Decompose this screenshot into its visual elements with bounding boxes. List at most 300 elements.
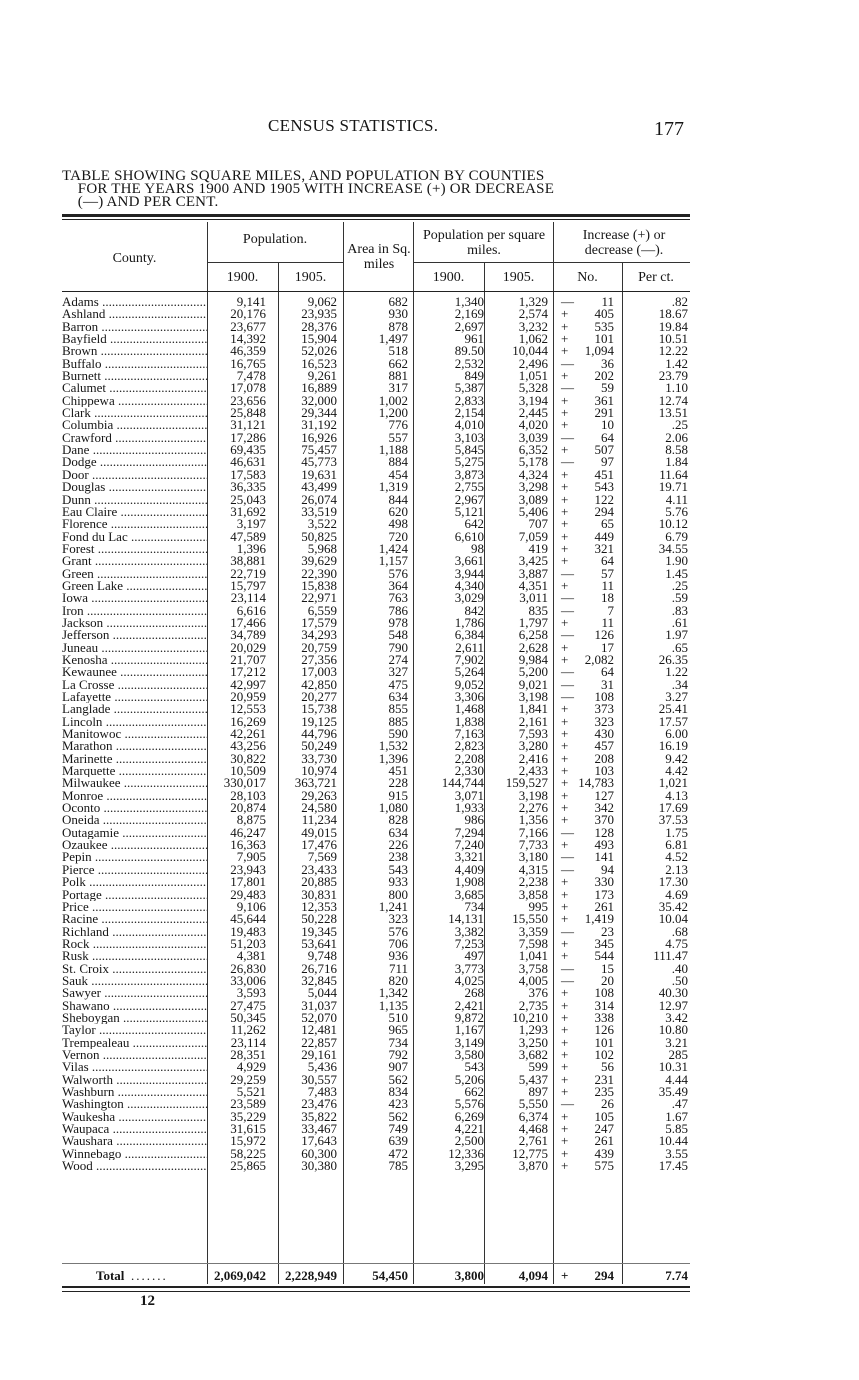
cell-d1905: 3,089: [518, 491, 548, 507]
cell-sign: +: [561, 417, 569, 433]
cell-p1905: 5,436: [307, 1059, 337, 1075]
cell-d1900: 5,121: [454, 503, 484, 519]
cell-d1905: 6,352: [518, 442, 548, 458]
cell-sign: +: [561, 1059, 569, 1075]
cell-sign: +: [561, 516, 569, 532]
cell-p1900: 20,874: [230, 800, 266, 816]
table-row: [0, 765, 859, 777]
cell-d1905: 2,238: [518, 874, 548, 890]
cell-p1900: 12,553: [230, 701, 266, 717]
cell-sign: +: [561, 614, 569, 630]
cell-no: 56: [601, 1059, 614, 1075]
cell-pct: .68: [671, 923, 688, 939]
cell-county: Columbia .....: [62, 419, 207, 431]
cell-d1905: 7,733: [518, 837, 548, 853]
cell-d1900: 3,773: [454, 960, 484, 976]
cell-d1905: 4,020: [518, 417, 548, 433]
cell-pct: 2.13: [665, 861, 688, 877]
table-row: [0, 676, 859, 692]
cell-area: 1,396: [378, 750, 408, 766]
cell-p1905: 23,433: [301, 861, 337, 877]
cell-sign: +: [561, 701, 569, 717]
cell-area: 1,188: [378, 442, 408, 458]
cell-no: 321: [594, 540, 614, 556]
cell-area: 785: [388, 1158, 408, 1174]
change-header: Increase (+) or decrease (—).: [582, 228, 666, 258]
cell-area: 557: [388, 429, 408, 445]
cell-county: Jackson .....: [62, 617, 207, 629]
cell-d1900: 7,240: [454, 837, 484, 853]
cell-no: 17: [601, 639, 614, 655]
table-row: [0, 923, 859, 939]
cell-p1900: 46,359: [230, 343, 266, 359]
cell-no: 247: [594, 1121, 614, 1137]
cell-no: 261: [594, 898, 614, 914]
cell-no: 370: [594, 812, 614, 828]
cell-no: 543: [594, 479, 614, 495]
cell-pct: 4.52: [665, 849, 688, 865]
cell-area: 590: [388, 726, 408, 742]
table-row: [0, 703, 859, 715]
cell-p1900: 23,656: [230, 392, 266, 408]
cell-area: 884: [388, 454, 408, 470]
cell-p1905: 29,344: [301, 405, 337, 421]
cell-county: Marinette .....: [62, 753, 207, 765]
cell-area: 786: [388, 602, 408, 618]
cell-pct: 34.55: [658, 540, 688, 556]
cell-no: 11: [601, 294, 614, 309]
cell-sign: —: [561, 849, 574, 865]
cell-no: 126: [594, 627, 614, 643]
cell-p1905: 42,850: [301, 676, 337, 692]
cell-d1900: 642: [464, 516, 484, 532]
cell-p1900: 4,929: [236, 1059, 266, 1075]
cell-pct: .83: [671, 602, 688, 618]
cell-d1900: 5,275: [454, 454, 484, 470]
cell-pct: 10.51: [658, 331, 688, 347]
cell-county: Trempealeau .....: [62, 1037, 207, 1049]
cell-p1900: 29,483: [230, 886, 266, 902]
cell-sign: +: [561, 935, 569, 951]
total-p1905: 2,228,949: [285, 1268, 337, 1283]
cell-county: Outagamie .....: [62, 827, 207, 839]
cell-county: La Crosse .....: [62, 679, 207, 691]
cell-d1900: 1,838: [454, 713, 484, 729]
cell-area: 844: [388, 491, 408, 507]
total-no: 294: [594, 1268, 614, 1283]
cell-d1900: 849: [464, 368, 484, 384]
cell-county: Adams .....: [62, 296, 207, 308]
cell-p1900: 17,466: [230, 614, 266, 630]
cell-area: 639: [388, 1133, 408, 1149]
table-row: [0, 691, 859, 703]
cell-county: Door .....: [62, 469, 207, 481]
cell-p1900: 31,121: [230, 417, 266, 433]
cell-p1905: 30,831: [301, 886, 337, 902]
cell-p1900: 42,997: [230, 676, 266, 692]
cell-d1900: 1,908: [454, 874, 484, 890]
table-row: [0, 987, 859, 999]
cell-pct: 2.06: [665, 429, 688, 445]
cell-pct: 3.27: [665, 689, 688, 704]
cell-area: 706: [388, 935, 408, 951]
cell-pct: 1.10: [665, 380, 688, 396]
cell-county: Brown .....: [62, 345, 207, 357]
table-row: [0, 1108, 859, 1124]
cell-p1900: 17,583: [230, 466, 266, 482]
cell-p1900: 23,677: [230, 318, 266, 334]
cell-county: Milwaukee .....: [62, 777, 207, 789]
cell-d1905: 3,011: [519, 590, 548, 606]
cell-pct: 17.45: [658, 1158, 688, 1174]
cell-area: 228: [388, 775, 408, 791]
cell-d1905: 3,682: [518, 1046, 548, 1062]
county-header: County.: [112, 251, 157, 266]
cell-p1900: 26,830: [230, 960, 266, 976]
cell-county: Winnebago .....: [62, 1148, 207, 1160]
cell-p1900: 16,363: [230, 837, 266, 853]
cell-pct: 4.69: [665, 886, 688, 902]
cell-area: 1,497: [378, 331, 408, 347]
cell-p1905: 19,125: [301, 713, 337, 729]
top-rule: [62, 214, 690, 217]
cell-d1905: 5,178: [518, 454, 548, 470]
table-row: [0, 861, 859, 877]
cell-d1900: 4,221: [454, 1121, 484, 1137]
cell-sign: +: [561, 837, 569, 853]
cell-p1900: 23,589: [230, 1096, 266, 1112]
cell-p1905: 16,523: [301, 355, 337, 371]
cell-area: 1,157: [378, 553, 408, 569]
table-row: [0, 839, 859, 851]
table-row: [0, 1034, 859, 1050]
cell-p1905: 20,759: [301, 639, 337, 655]
cell-p1905: 23,476: [301, 1096, 337, 1112]
cell-county: Lafayette .....: [62, 691, 207, 703]
cell-pct: 10.31: [658, 1059, 688, 1075]
table-row: [0, 629, 859, 641]
table-row: [0, 565, 859, 581]
cell-county: Dunn .....: [62, 494, 207, 506]
cell-p1900: 35,229: [230, 1108, 266, 1124]
cell-area: 634: [388, 824, 408, 840]
cell-d1900: 3,306: [454, 689, 484, 704]
cell-county: Washburn .....: [62, 1086, 207, 1098]
table-row: [0, 1123, 859, 1135]
cell-d1900: 3,029: [454, 590, 484, 606]
table-row: [0, 1009, 859, 1025]
cell-area: 1,319: [378, 479, 408, 495]
cell-p1900: 23,943: [230, 861, 266, 877]
cell-p1900: 19,483: [230, 923, 266, 939]
cell-sign: +: [561, 1145, 569, 1161]
cell-p1905: 29,161: [301, 1046, 337, 1062]
cell-area: 1,080: [378, 800, 408, 816]
table-row: [0, 528, 859, 544]
cell-p1900: 17,212: [230, 664, 266, 680]
table-row: [0, 787, 859, 803]
table-caption: TABLE SHOWING SQUARE MILES, AND POPULATION BY COUNTIES FOR THE YEARS 1900 AND 1905 WITH INCREASE (+) OR DECREASE (—) AND PER CENT.: [62, 168, 555, 210]
cell-sign: —: [561, 294, 574, 309]
cell-p1905: 17,579: [301, 614, 337, 630]
cell-sign: —: [561, 960, 574, 976]
cell-d1900: 5,845: [454, 442, 484, 458]
cell-p1900: 43,256: [230, 738, 266, 754]
cell-p1905: 39,629: [301, 553, 337, 569]
cell-d1900: 497: [464, 948, 484, 964]
cell-area: 238: [388, 849, 408, 865]
cell-p1905: 22,971: [301, 590, 337, 606]
cell-pct: 11.64: [659, 466, 688, 482]
cell-p1905: 5,968: [307, 540, 337, 556]
table-row: [0, 639, 859, 655]
cell-d1905: 4,468: [518, 1121, 548, 1137]
cell-county: Juneau .....: [62, 642, 207, 654]
cell-p1900: 11,262: [230, 1022, 266, 1038]
table-row: [0, 466, 859, 482]
cell-pct: 1.90: [665, 553, 688, 569]
cell-d1905: 4,315: [518, 861, 548, 877]
cell-sign: +: [561, 800, 569, 816]
cell-p1905: 33,467: [301, 1121, 337, 1137]
cell-d1900: 3,071: [454, 787, 484, 803]
cell-p1900: 36,335: [230, 479, 266, 495]
cell-sign: —: [561, 429, 574, 445]
cell-no: 18: [601, 590, 614, 606]
table-row: [0, 898, 859, 914]
cell-no: 23: [601, 923, 614, 939]
cell-p1905: 23,935: [301, 306, 337, 322]
cell-p1905: 6,559: [307, 602, 337, 618]
cell-p1905: 15,738: [301, 701, 337, 717]
cell-d1900: 2,154: [454, 405, 484, 421]
cell-p1900: 25,848: [230, 405, 266, 421]
cell-no: 493: [594, 837, 614, 853]
cell-pct: .65: [671, 639, 688, 655]
cell-d1900: 842: [464, 602, 484, 618]
cell-sign: +: [561, 1071, 569, 1087]
cell-sign: +: [561, 577, 569, 593]
cell-p1900: 27,475: [230, 997, 266, 1013]
cell-p1905: 16,926: [301, 429, 337, 445]
table-row: [0, 1098, 859, 1110]
cell-county: Iowa .....: [62, 592, 207, 604]
cell-no: 31: [601, 676, 614, 692]
cell-pct: 4.42: [665, 763, 688, 779]
cell-d1905: 835: [528, 602, 548, 618]
cell-d1905: 9,984: [518, 651, 548, 667]
cell-county: Chippewa .....: [62, 395, 207, 407]
cell-p1905: 363,721: [294, 775, 337, 791]
cell-no: 108: [594, 689, 614, 704]
cell-county: Burnett .....: [62, 370, 207, 382]
cell-area: 881: [388, 368, 408, 384]
cell-p1900: 9,141: [236, 294, 266, 309]
cell-d1900: 3,149: [454, 1034, 484, 1050]
cell-pct: 4.44: [665, 1071, 688, 1087]
cell-area: 720: [388, 528, 408, 544]
cell-area: 792: [388, 1046, 408, 1062]
table-row: [0, 997, 859, 1013]
cell-area: 1,002: [378, 392, 408, 408]
cell-no: 64: [601, 553, 614, 569]
cell-sign: +: [561, 553, 569, 569]
cell-p1900: 45,644: [230, 911, 266, 927]
cell-no: 36: [601, 355, 614, 371]
cell-d1905: 6,258: [518, 627, 548, 643]
cell-d1905: 3,298: [518, 479, 548, 495]
table-row: [0, 728, 859, 740]
table-row: [0, 602, 859, 618]
cell-p1905: 24,580: [301, 800, 337, 816]
cell-d1905: 7,059: [518, 528, 548, 544]
cell-p1905: 22,390: [301, 565, 337, 581]
cell-p1905: 50,249: [301, 738, 337, 754]
table-row: [0, 614, 859, 630]
cell-p1905: 30,380: [301, 1158, 337, 1174]
cell-d1905: 3,039: [518, 429, 548, 445]
cell-no: 342: [594, 800, 614, 816]
cell-d1905: 419: [528, 540, 548, 556]
cell-p1900: 23,114: [230, 1034, 266, 1050]
cell-d1905: 2,416: [518, 750, 548, 766]
table-row: [0, 1135, 859, 1147]
cell-sign: +: [561, 911, 569, 927]
cell-p1900: 3,197: [236, 516, 266, 532]
cell-sign: +: [561, 886, 569, 902]
cell-no: 7: [607, 602, 614, 618]
cell-area: 790: [388, 639, 408, 655]
cell-no: 64: [601, 429, 614, 445]
cell-area: 800: [388, 886, 408, 902]
cell-pct: .25: [671, 577, 688, 593]
top-rule-thin: [62, 219, 690, 220]
cell-d1900: 3,685: [454, 886, 484, 902]
table-row: [0, 666, 859, 678]
density-header: Population per square miles.: [422, 228, 546, 258]
table-row: [0, 456, 859, 468]
cell-p1905: 52,070: [301, 1009, 337, 1025]
cell-sign: +: [561, 331, 569, 347]
cell-d1905: 15,550: [512, 911, 548, 927]
cell-pct: 35.42: [658, 898, 688, 914]
cell-pct: .40: [671, 960, 688, 976]
cell-p1905: 29,263: [301, 787, 337, 803]
table-row: [0, 713, 859, 729]
table-row: [0, 1071, 859, 1087]
cell-p1900: 31,692: [230, 503, 266, 519]
cell-sign: +: [561, 368, 569, 384]
cell-area: 1,135: [378, 997, 408, 1013]
table-row: [0, 824, 859, 840]
cell-no: 430: [594, 726, 614, 742]
cell-d1905: 3,194: [518, 392, 548, 408]
cell-county: Iron .....: [62, 605, 207, 617]
cell-area: 1,424: [378, 540, 408, 556]
cell-no: 405: [594, 306, 614, 322]
cell-area: 548: [388, 627, 408, 643]
cell-d1905: 1,329: [518, 294, 548, 309]
cell-no: 59: [601, 380, 614, 396]
cell-sign: +: [561, 948, 569, 964]
cell-no: 26: [601, 1096, 614, 1112]
total-area: 54,450: [372, 1268, 408, 1283]
cell-d1900: 2,823: [454, 738, 484, 754]
table-row: [0, 382, 859, 394]
cell-p1900: 28,351: [230, 1046, 266, 1062]
table-body: [0, 296, 859, 1172]
cell-county: Pierce .....: [62, 864, 207, 876]
cell-p1900: 29,259: [230, 1071, 266, 1087]
cell-p1905: 9,261: [307, 368, 337, 384]
cell-pct: 25.41: [658, 701, 688, 717]
cell-no: 235: [594, 1084, 614, 1099]
header-bottom-rule: [62, 291, 690, 292]
cell-county: Sawyer .....: [62, 987, 207, 999]
cell-sign: —: [561, 565, 574, 581]
cell-county: Rusk .....: [62, 950, 207, 962]
table-row: [0, 429, 859, 445]
cell-pct: 1.67: [665, 1108, 688, 1124]
cell-county: Waukesha .....: [62, 1111, 207, 1123]
cell-p1905: 34,293: [301, 627, 337, 643]
cell-pct: 26.35: [658, 651, 688, 667]
cell-p1900: 69,435: [230, 442, 266, 458]
cell-p1900: 330,017: [223, 775, 266, 791]
cell-p1900: 23,114: [230, 590, 266, 606]
cell-sign: —: [561, 861, 574, 877]
cell-p1900: 7,905: [236, 849, 266, 865]
cell-sign: +: [561, 812, 569, 828]
cell-p1905: 3,522: [307, 516, 337, 532]
cell-sign: +: [561, 442, 569, 458]
cell-p1900: 3,593: [236, 985, 266, 1001]
table-row: [0, 481, 859, 493]
cell-area: 317: [388, 380, 408, 396]
cell-no: 457: [594, 738, 614, 754]
cell-county: Florence .....: [62, 518, 207, 530]
cell-area: 682: [388, 294, 408, 309]
cell-county: Wood .....: [62, 1160, 207, 1172]
cell-p1905: 17,003: [301, 664, 337, 680]
cell-pct: .47: [671, 1096, 688, 1112]
cell-p1900: 17,286: [230, 429, 266, 445]
cell-p1905: 43,499: [301, 479, 337, 495]
cell-p1900: 21,707: [230, 651, 266, 667]
cell-d1905: 1,041: [518, 948, 548, 964]
cell-d1905: 995: [528, 898, 548, 914]
cell-no: 101: [594, 331, 614, 347]
cell-p1905: 32,000: [301, 392, 337, 408]
cell-p1900: 50,345: [230, 1009, 266, 1025]
cell-p1900: 1,396: [236, 540, 266, 556]
cell-d1905: 897: [528, 1084, 548, 1099]
cell-sign: +: [561, 1158, 569, 1174]
cell-d1905: 9,021: [518, 676, 548, 692]
cell-county: Taylor .....: [62, 1024, 207, 1036]
bottom-rule: [62, 1286, 690, 1288]
cell-sign: +: [561, 738, 569, 754]
cell-p1900: 46,247: [230, 824, 266, 840]
cell-pct: 10.80: [658, 1022, 688, 1038]
cell-no: 57: [601, 565, 614, 581]
cell-area: 1,241: [378, 898, 408, 914]
cell-d1905: 6,374: [518, 1108, 548, 1124]
cell-d1905: 1,841: [518, 701, 548, 717]
cell-sign: —: [561, 824, 574, 840]
cell-sign: +: [561, 528, 569, 544]
cell-d1900: 2,421: [454, 997, 484, 1013]
